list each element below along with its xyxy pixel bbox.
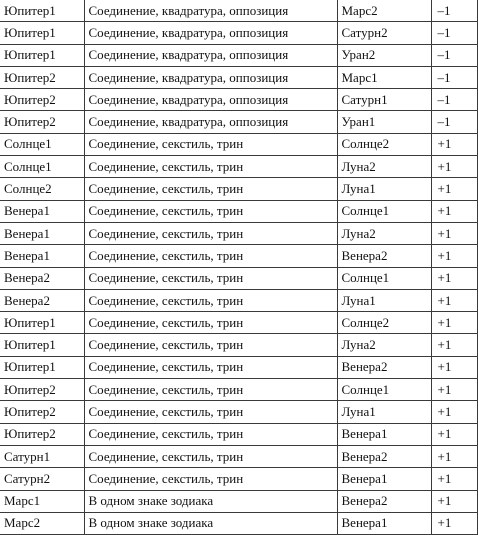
aspect-cell: Соединение, секстиль, трин [84,401,337,423]
planet-a-cell: Юпитер2 [0,401,84,423]
value-cell: +1 [431,512,477,534]
table-row [0,267,477,289]
value-cell: –1 [431,89,477,111]
table-row [0,156,477,178]
planet-a-cell: Юпитер2 [0,379,84,401]
table-row [0,222,477,244]
value-cell: –1 [431,66,477,88]
aspect-cell: Соединение, секстиль, трин [84,267,337,289]
planet-b-cell: Сатурн2 [337,22,431,44]
value-cell: –1 [431,44,477,66]
table-row [0,401,477,423]
table-row [0,289,477,311]
planet-b-cell: Венера2 [337,445,431,467]
planet-a-cell: Юпитер1 [0,44,84,66]
planet-b-cell: Венера2 [337,245,431,267]
table-row [0,111,477,133]
planet-a-cell: Солнце2 [0,178,84,200]
planet-b-cell: Луна2 [337,334,431,356]
value-cell: +1 [431,468,477,490]
value-cell: +1 [431,490,477,512]
planet-b-cell: Солнце1 [337,379,431,401]
table-row [0,44,477,66]
planet-a-cell: Юпитер1 [0,0,84,22]
value-cell: –1 [431,111,477,133]
planet-b-cell: Уран1 [337,111,431,133]
table-row [0,445,477,467]
aspect-cell: Соединение, секстиль, трин [84,468,337,490]
value-cell: +1 [431,156,477,178]
table-row [0,334,477,356]
table-row [0,22,477,44]
planet-a-cell: Марс2 [0,512,84,534]
planet-a-cell: Юпитер1 [0,334,84,356]
planet-a-cell: Марс1 [0,490,84,512]
aspect-cell: Соединение, секстиль, трин [84,133,337,155]
planet-b-cell: Луна1 [337,401,431,423]
aspect-cell: Соединение, секстиль, трин [84,445,337,467]
aspect-cell: Соединение, секстиль, трин [84,312,337,334]
table-row [0,512,477,534]
aspect-cell: Соединение, секстиль, трин [84,289,337,311]
value-cell: +1 [431,245,477,267]
planet-a-cell: Сатурн2 [0,468,84,490]
table-row [0,379,477,401]
planet-b-cell: Луна1 [337,289,431,311]
value-cell: +1 [431,356,477,378]
planet-b-cell: Уран2 [337,44,431,66]
table-row [0,423,477,445]
value-cell: +1 [431,445,477,467]
value-cell: +1 [431,401,477,423]
planet-b-cell: Венера1 [337,468,431,490]
planet-b-cell: Солнце1 [337,200,431,222]
planet-b-cell: Сатурн1 [337,89,431,111]
planet-b-cell: Солнце1 [337,267,431,289]
planet-a-cell: Венера1 [0,222,84,244]
aspect-cell: Соединение, секстиль, трин [84,222,337,244]
aspect-cell: В одном знаке зодиака [84,512,337,534]
table-row [0,468,477,490]
aspect-cell: Соединение, секстиль, трин [84,200,337,222]
planet-b-cell: Луна2 [337,222,431,244]
table-row [0,200,477,222]
value-cell: +1 [431,178,477,200]
value-cell: –1 [431,22,477,44]
aspect-cell: Соединение, секстиль, трин [84,423,337,445]
planet-a-cell: Сатурн1 [0,445,84,467]
planet-b-cell: Луна2 [337,156,431,178]
table-row [0,89,477,111]
aspect-cell: Соединение, секстиль, трин [84,178,337,200]
aspect-cell: Соединение, квадратура, оппозиция [84,111,337,133]
aspect-cell: Соединение, секстиль, трин [84,245,337,267]
aspect-cell: Соединение, квадратура, оппозиция [84,44,337,66]
planet-a-cell: Венера1 [0,245,84,267]
planet-a-cell: Юпитер2 [0,423,84,445]
aspect-cell: Соединение, квадратура, оппозиция [84,22,337,44]
value-cell: +1 [431,334,477,356]
table-row [0,133,477,155]
value-cell: +1 [431,312,477,334]
value-cell: +1 [431,133,477,155]
planet-b-cell: Венера2 [337,490,431,512]
table-row [0,178,477,200]
aspect-cell: Соединение, квадратура, оппозиция [84,89,337,111]
value-cell: +1 [431,267,477,289]
planet-b-cell: Луна1 [337,178,431,200]
aspect-cell: Соединение, секстиль, трин [84,334,337,356]
planet-a-cell: Солнце1 [0,156,84,178]
planet-b-cell: Марс2 [337,0,431,22]
table-row [0,490,477,512]
value-cell: +1 [431,379,477,401]
planet-b-cell: Венера1 [337,512,431,534]
table-row [0,66,477,88]
planet-a-cell: Юпитер1 [0,312,84,334]
aspect-cell: Соединение, квадратура, оппозиция [84,0,337,22]
aspect-cell: Соединение, секстиль, трин [84,356,337,378]
value-cell: +1 [431,200,477,222]
value-cell: +1 [431,222,477,244]
value-cell: –1 [431,0,477,22]
planet-b-cell: Солнце2 [337,312,431,334]
planet-a-cell: Юпитер2 [0,111,84,133]
planet-a-cell: Юпитер1 [0,22,84,44]
planet-b-cell: Венера2 [337,356,431,378]
aspect-cell: Соединение, секстиль, трин [84,156,337,178]
table-row [0,245,477,267]
table-row [0,312,477,334]
planet-a-cell: Солнце1 [0,133,84,155]
table-row [0,0,477,22]
value-cell: +1 [431,289,477,311]
planet-b-cell: Марс1 [337,66,431,88]
value-cell: +1 [431,423,477,445]
planet-b-cell: Солнце2 [337,133,431,155]
planet-b-cell: Венера1 [337,423,431,445]
planet-a-cell: Юпитер1 [0,356,84,378]
planet-a-cell: Юпитер2 [0,89,84,111]
planet-a-cell: Юпитер2 [0,66,84,88]
planet-a-cell: Венера2 [0,267,84,289]
aspect-cell: Соединение, квадратура, оппозиция [84,66,337,88]
table-row [0,356,477,378]
aspect-cell: Соединение, секстиль, трин [84,379,337,401]
planet-a-cell: Венера2 [0,289,84,311]
aspect-cell: В одном знаке зодиака [84,490,337,512]
planet-a-cell: Венера1 [0,200,84,222]
